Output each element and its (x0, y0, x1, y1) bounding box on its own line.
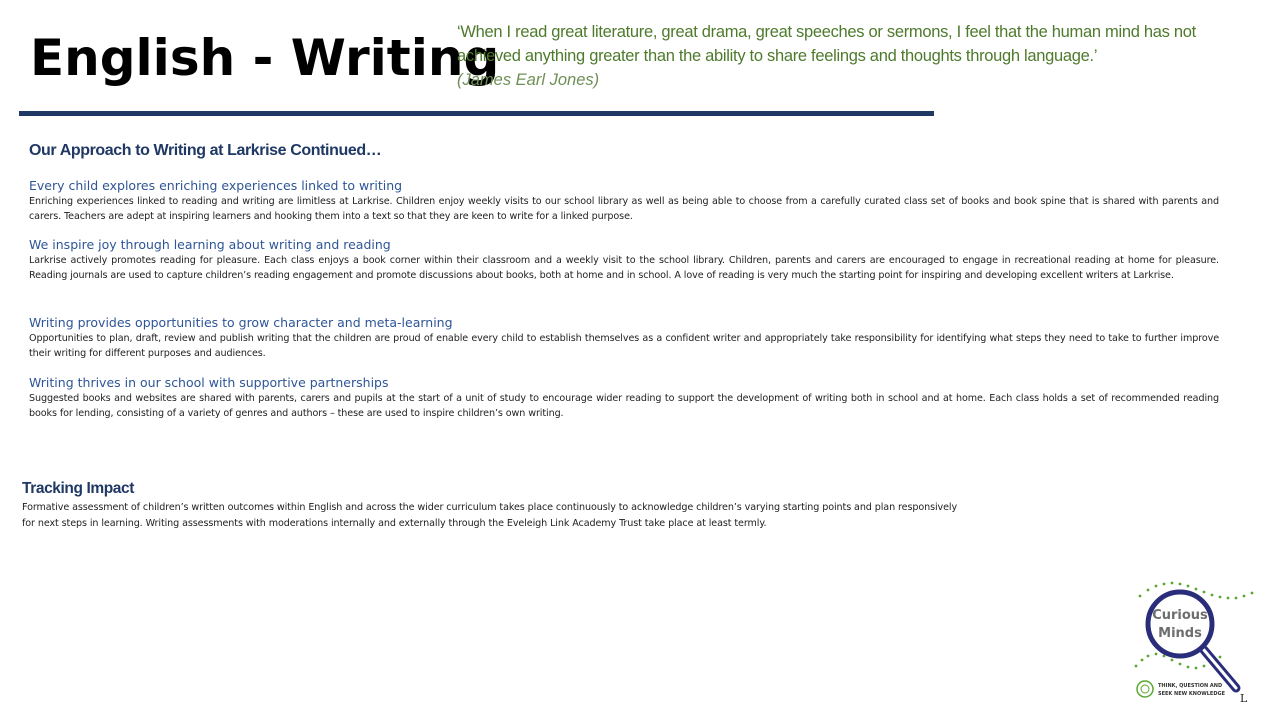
corner-mark: L (1240, 692, 1248, 705)
section-heading: Every child explores enriching experiences linked to writing (29, 178, 403, 193)
logo-tagline-1: THINK, QUESTION AND (1158, 683, 1223, 689)
section-supportive-partnerships (29, 375, 1219, 421)
approach-heading: Our Approach to Writing at Larkrise Continued… (29, 142, 382, 159)
section-body: Enriching experiences linked to reading and writing are limitless at Larkrise. Children enjoy weekly visits to our school library as well as being able to choose from a carefully curated class set of books and book spine that is shared with parents and carers. Teachers are adept at inspiring learners and hooking them into a text so that they are keen to write for a linked purpose. (29, 196, 1219, 222)
section-joy-of-reading (29, 237, 1219, 283)
section-body: Opportunities to plan, draft, review and publish writing that the children are proud of enable every child to establish themselves as a confident writer and appropriately take responsibility for identifying what steps they need to take to further improve their writing for different purposes and audiences. (29, 333, 1219, 359)
school-crest-icon (1137, 681, 1153, 697)
tracking-heading: Tracking Impact (22, 480, 135, 497)
section-body: Suggested books and websites are shared with parents, carers and pupils at the start of a unit of study to encourage wider reading to support the development of writing both in school and at home. Each class holds a set of recommended reading books for lending, consisting of a variety of genres and authors – these are used to inspire children’s own writing. (29, 393, 1219, 419)
logo-word-2: Minds (1158, 626, 1202, 641)
section-heading: Writing provides opportunities to grow character and meta-learning (29, 315, 453, 330)
page-title: English - Writing (30, 29, 500, 87)
logo-tagline-2: SEEK NEW KNOWLEDGE (1158, 691, 1225, 697)
tracking-impact-block (22, 480, 1092, 532)
quote-block (457, 20, 1257, 92)
magnifying-glass-icon (1148, 592, 1236, 688)
section-body: Larkrise actively promotes reading for pleasure. Each class enjoys a book corner within their classroom and a weekly visit to the school library. Children, parents and carers are encouraged to engage in recreational reading at home for pleasure. Reading journals are used to capture children’s reading engagement and promote discussions about books, both at home and in school. A love of reading is very much the starting point for inspiring and developing excellent writers at Larkrise. (29, 255, 1219, 281)
section-heading: Writing thrives in our school with supportive partnerships (29, 375, 389, 390)
curious-minds-logo (1128, 578, 1258, 714)
title-divider (19, 111, 934, 116)
section-heading: We inspire joy through learning about writing and reading (29, 237, 391, 252)
logo-word-1: Curious (1152, 608, 1208, 623)
section-enriching-experiences (29, 178, 1219, 224)
section-character-meta-learning (29, 315, 1219, 361)
quote-text: ‘When I read great literature, great drama, great speeches or sermons, I feel that the human mind has not achieved anything greater than the ability to share feelings and thoughts through language.’ (457, 23, 1196, 65)
tracking-line-1: Formative assessment of children’s written outcomes within English and across the wider curriculum takes place continuously to acknowledge children’s varying starting points and plan responsively (22, 502, 958, 513)
quote-author: (James Earl Jones) (457, 71, 600, 89)
tracking-line-2: for next steps in learning. Writing assessments with moderations internally and externally through the Eveleigh Link Academy Trust take place at least termly. (22, 518, 767, 529)
